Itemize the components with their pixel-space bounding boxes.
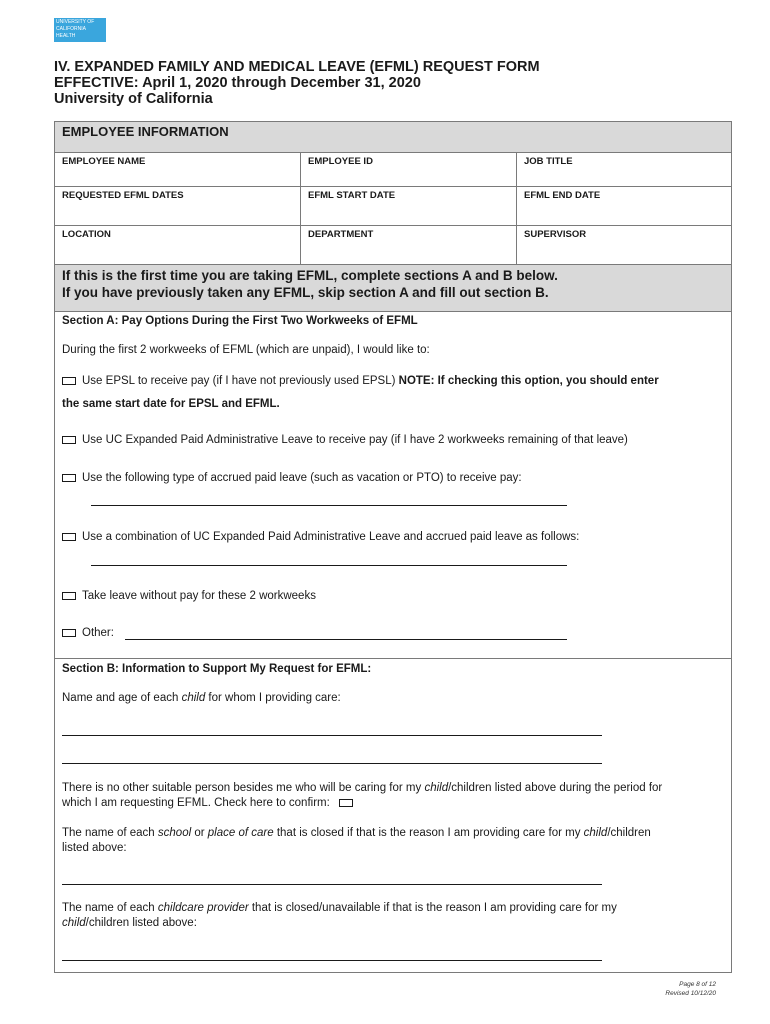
- option-admin-leave: [62, 434, 628, 446]
- option-other-checkbox[interactable]: [62, 629, 76, 637]
- section-b-q4: [62, 902, 617, 914]
- title-line-3: University of California: [54, 91, 213, 107]
- option-epsl: [62, 375, 659, 387]
- employee-id-field[interactable]: EMPLOYEE ID: [300, 153, 516, 187]
- option-combination-label: Use a combination of UC Expanded Paid Administrative Leave and accrued paid leave as follows:: [82, 531, 580, 543]
- logo-text-line: HEALTH: [56, 33, 76, 39]
- q3-text: or: [191, 827, 208, 839]
- efml-form: [54, 121, 732, 973]
- section-b-q3: [62, 827, 651, 839]
- employee-info-row: [55, 186, 731, 226]
- option-without-pay-checkbox[interactable]: [62, 592, 76, 600]
- section-b-q1: [62, 692, 341, 704]
- q3-emphasis: school: [157, 827, 192, 839]
- option-accrued-leave-label: Use the following type of accrued paid leave (such as vacation or PTO) to receive pay:: [82, 472, 522, 484]
- child-name-line[interactable]: [62, 763, 602, 764]
- section-a-title: Section A: Pay Options During the First Two Workweeks of EFML: [62, 315, 418, 327]
- option-other: [62, 627, 114, 639]
- option-epsl-label: Use EPSL to receive pay (if I have not previously used EPSL): [82, 375, 396, 387]
- q4-text: that is closed/unavailable if that is the reason I am providing care for my: [248, 902, 617, 914]
- option-without-pay: [62, 590, 316, 602]
- option-epsl-note: NOTE: If checking this option, you should enter: [398, 375, 659, 387]
- q2-text: /children listed above during the period for: [448, 782, 663, 794]
- end-date-field[interactable]: EFML END DATE: [516, 187, 731, 226]
- q2-confirm-label: which I am requesting EFML. Check here to confirm:: [62, 797, 330, 809]
- option-admin-leave-label: Use UC Expanded Paid Administrative Leave to receive pay (if I have 2 workweeks remaining of that leave): [82, 434, 628, 446]
- revision-date: Revised 10/12/20: [665, 990, 716, 997]
- page-number: Page 8 of 12: [679, 981, 716, 988]
- supervisor-field[interactable]: SUPERVISOR: [516, 226, 731, 265]
- option-accrued-leave: [62, 472, 522, 484]
- page-footer: [665, 980, 716, 998]
- q4-emphasis: childcare provider: [157, 902, 249, 914]
- start-date-field[interactable]: EFML START DATE: [300, 187, 516, 226]
- option-epsl-checkbox[interactable]: [62, 377, 76, 385]
- instructions-line-2: If you have previously taken any EFML, skip section A and fill out section B.: [62, 285, 549, 300]
- q2-text: There is no other suitable person besides me who will be caring for my: [62, 782, 425, 794]
- section-b-q3-cont: listed above:: [62, 842, 127, 854]
- q4-text: /children listed above:: [85, 917, 197, 929]
- q4-text: The name of each: [62, 902, 158, 914]
- employee-info-header: EMPLOYEE INFORMATION: [55, 122, 731, 152]
- section-b-q2-confirm: [62, 797, 359, 809]
- option-combination-checkbox[interactable]: [62, 533, 76, 541]
- form-title: [54, 59, 540, 107]
- q1-emphasis: child: [181, 692, 206, 704]
- option-other-label: Other:: [82, 627, 114, 639]
- section-a-intro: During the first 2 workweeks of EFML (which are unpaid), I would like to:: [62, 344, 430, 356]
- childcare-provider-line[interactable]: [62, 960, 602, 961]
- combination-line[interactable]: [91, 565, 567, 566]
- q3-text: The name of each: [62, 827, 158, 839]
- department-field[interactable]: DEPARTMENT: [300, 226, 516, 265]
- accrued-leave-line[interactable]: [91, 505, 567, 506]
- section-b-q2: [62, 782, 662, 794]
- q3-text: that is closed if that is the reason I am providing care for my: [273, 827, 584, 839]
- q4-emphasis: child: [62, 917, 86, 929]
- section-divider: [55, 658, 731, 659]
- confirm-checkbox[interactable]: [339, 799, 353, 807]
- logo-text-line: CALIFORNIA: [56, 26, 87, 32]
- location-field[interactable]: LOCATION: [62, 229, 111, 240]
- employee-info-row: [55, 152, 731, 187]
- employee-info-row: [55, 225, 731, 265]
- q3-emphasis: child: [583, 827, 608, 839]
- title-line-2: EFFECTIVE: April 1, 2020 through December 31, 2020: [54, 75, 421, 91]
- title-line-1: IV. EXPANDED FAMILY AND MEDICAL LEAVE (EFML) REQUEST FORM: [54, 59, 540, 75]
- university-logo: [54, 18, 106, 42]
- option-accrued-leave-checkbox[interactable]: [62, 474, 76, 482]
- option-combination: [62, 531, 579, 543]
- q2-emphasis: child: [424, 782, 449, 794]
- section-b-title: Section B: Information to Support My Request for EFML:: [62, 663, 372, 675]
- requested-dates-field[interactable]: REQUESTED EFML DATES: [62, 190, 184, 201]
- option-epsl-note-continued: the same start date for EPSL and EFML.: [62, 398, 280, 410]
- option-admin-leave-checkbox[interactable]: [62, 436, 76, 444]
- other-line[interactable]: [125, 639, 567, 640]
- employee-name-field[interactable]: EMPLOYEE NAME: [62, 156, 146, 167]
- school-name-line[interactable]: [62, 884, 602, 885]
- section-b-q4-cont: [62, 917, 197, 929]
- option-without-pay-label: Take leave without pay for these 2 workweeks: [82, 590, 316, 602]
- child-name-line[interactable]: [62, 735, 602, 736]
- job-title-field[interactable]: JOB TITLE: [516, 153, 731, 187]
- instructions-line-1: If this is the first time you are taking EFML, complete sections A and B below.: [62, 268, 558, 283]
- q3-emphasis: place of care: [207, 827, 274, 839]
- q1-text: Name and age of each: [62, 692, 182, 704]
- q3-text: /children: [607, 827, 651, 839]
- q1-text: for whom I providing care:: [205, 692, 341, 704]
- instructions-banner: [55, 264, 731, 312]
- logo-text-line: UNIVERSITY OF: [56, 19, 95, 25]
